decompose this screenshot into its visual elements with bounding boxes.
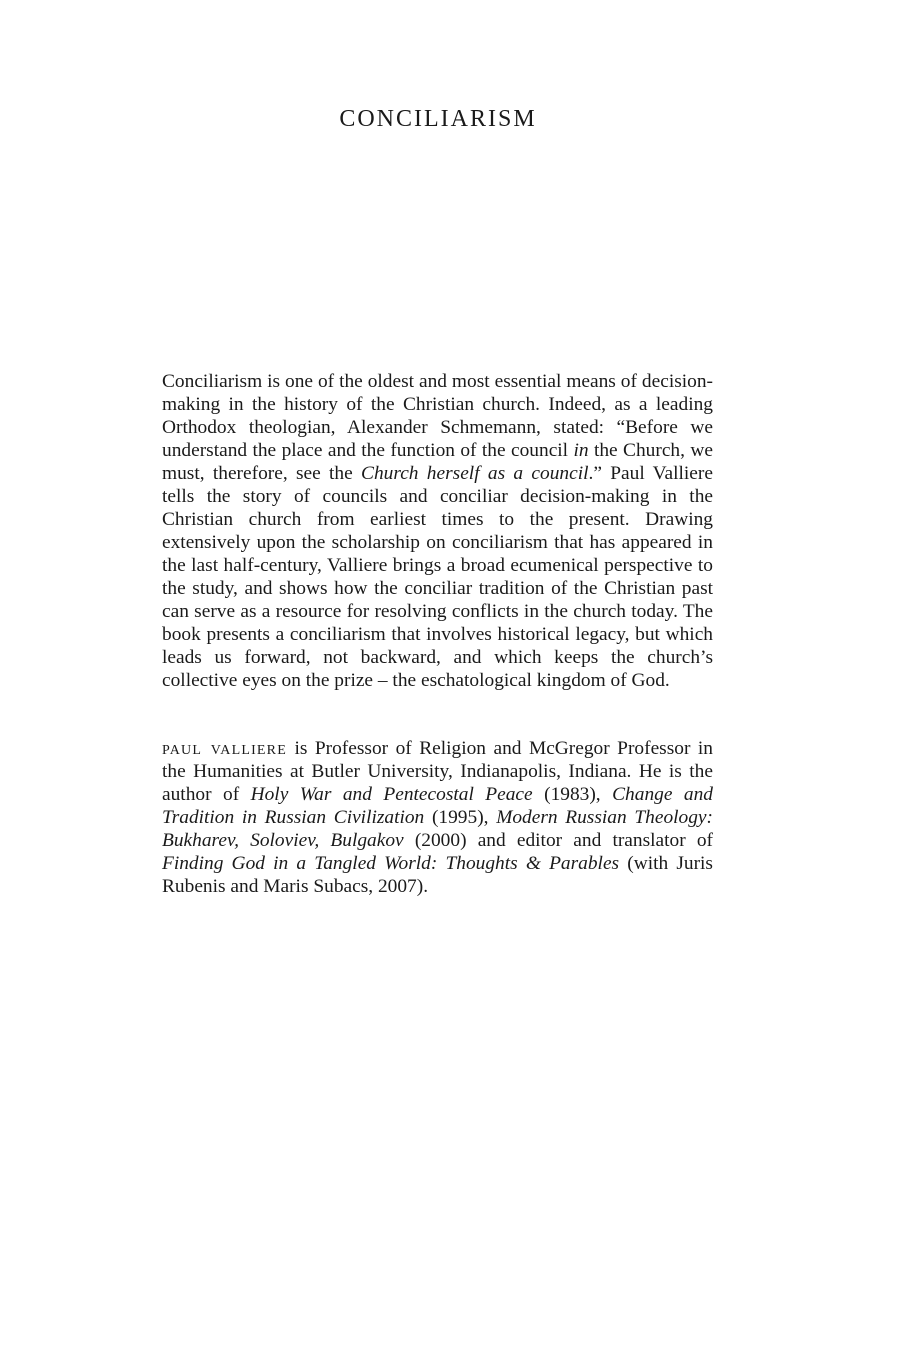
- bio-text-4: (2000) and editor and translator of: [403, 830, 713, 851]
- book-description: [162, 370, 713, 692]
- bio-paragraph: [162, 737, 713, 898]
- page-title: CONCILIARISM: [339, 106, 537, 132]
- book-title-1: Holy War and Pentecostal Peace: [250, 784, 533, 805]
- description-text-3: .” Paul Valliere tells the story of councils and conciliar decision-making in the Christian church from earliest times to the present. Drawing extensively upon the scholarship on conciliarism that has appeared in the last half-century, Valliere brings a broad ecumenical perspective to the study, and shows how the conciliar tradition of the Christian past can serve as a resource for resolving conflicts in the church today. The book presents a conciliarism that involves historical legacy, but which leads us forward, not backward, and which keeps the church’s collective eyes on the prize – the eschatological kingdom of God.: [162, 463, 713, 691]
- description-italic-quote: Church herself as a council: [361, 463, 589, 484]
- book-title-4: Finding God in a Tangled World: Thoughts & Parables: [162, 853, 620, 874]
- description-paragraph: [162, 370, 713, 692]
- description-italic-in: in: [573, 440, 589, 461]
- bio-text-2: (1983),: [532, 784, 613, 805]
- book-title-2: Change and Tradition in Russian Civilization: [162, 784, 713, 828]
- author-name: paul valliere: [162, 738, 287, 759]
- description-text-1: Conciliarism is one of the oldest and most essential means of decision-making in the history of the Christian church. Indeed, as a leading Orthodox theologian, Alexander Schmemann, stated: “Before we understand the place and the function of the council: [162, 371, 713, 461]
- bio-text-5: (with Juris Rubenis and Maris Subacs, 2007).: [162, 853, 713, 897]
- author-bio: [162, 737, 713, 898]
- bio-text-1: is Professor of Religion and McGregor Professor in the Humanities at Butler University, Indianapolis, Indiana. He is the author of: [162, 738, 713, 805]
- bio-text-3: (1995),: [424, 807, 497, 828]
- book-title-3: Modern Russian Theology: Bukharev, Soloviev, Bulgakov: [162, 807, 713, 851]
- description-text-2: the Church, we must, therefore, see the: [162, 440, 713, 484]
